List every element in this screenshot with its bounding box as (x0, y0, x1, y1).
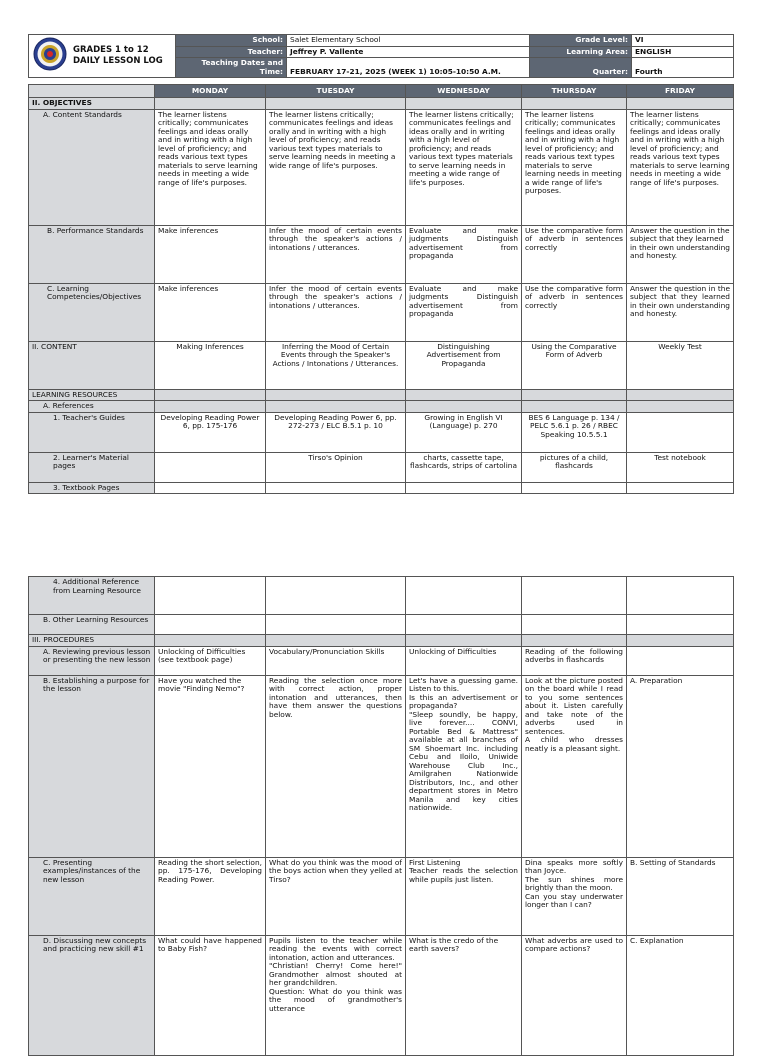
table-cell: What is the credo of the earth savers? (406, 935, 522, 1055)
row-discussing (29, 935, 734, 1055)
doc-title-line2: DAILY LESSON LOG (73, 56, 163, 67)
references-label: A. References (29, 401, 155, 413)
learners-material-label: 2. Learner's Material pages (29, 452, 155, 482)
table-cell: Use the comparative form of adverb in sentences correctly (522, 225, 627, 283)
row-reviewing (29, 646, 734, 675)
corner-cell (29, 85, 155, 98)
row-performance-standards (29, 225, 734, 283)
table-cell: Reading the selection once more with correct action, proper intonation and utterances, then have them answer the questions below. (266, 675, 406, 857)
day-header-thursday: THURSDAY (522, 85, 627, 98)
table-cell: Have you watched the movie "Finding Nemo"? (155, 675, 266, 857)
table-cell: charts, cassette tape, flashcards, strips of cartolina (406, 452, 522, 482)
procedures-title: III. PROCEDURES (29, 635, 155, 647)
table-cell: Vocabulary/Pronunciation Skills (266, 646, 406, 675)
performance-standards-label: B. Performance Standards (29, 225, 155, 283)
table-cell: Answer the question in the subject that they learned in their own understanding and honesty. (627, 225, 734, 283)
table-cell: Unlocking of Difficulties (see textbook page) (155, 646, 266, 675)
day-header-monday: MONDAY (155, 85, 266, 98)
table-cell: The learner listens critically; communicates feelings and ideas orally and in writing with a high level of proficiency; and reads various text types materials to serve learning needs in meeting a wide range of life's purposes. (266, 109, 406, 225)
table-cell: C. Explanation (627, 935, 734, 1055)
table-cell: Infer the mood of certain events through the speaker's actions / intonations / utterances. (266, 225, 406, 283)
table-cell: Make inferences (155, 283, 266, 341)
doc-title-line1: GRADES 1 to 12 (73, 44, 149, 55)
table-cell: Test notebook (627, 452, 734, 482)
quarter-value: Fourth (632, 58, 734, 78)
table-cell: Answer the question in the subject that they learned in their own understanding and honesty. (627, 283, 734, 341)
table-cell: The learner listens critically; communicates feelings and ideas orally and in writing with a high level of proficiency; and reads various text types materials to serve learning needs in meeting a wide range of life's purposes. (406, 109, 522, 225)
table-cell: Let's have a guessing game. Listen to this. Is this an advertisement or propaganda? "Sleep soundly, be happy, live forever.... CONVI, Portable Bed & Mattress" available at all branches of SM Shoemart Inc. including Cebu and Iloilo, Uniwide Warehouse Club Inc., Amilgrahen Nationwide Distributors, Inc., and other department stores in Metro Manila and key cities nationwide. (406, 675, 522, 857)
table-cell: The learner listens critically; communicates feelings and ideas orally and in writing with a high level of proficiency; and reads various text types materials to serve learning needs in meeting a wide range of life's purposes. (522, 109, 627, 225)
table-cell: BES 6 Language p. 134 / PELC 5.6.1 p. 26 / RBEC Speaking 10.5.5.1 (522, 412, 627, 452)
quarter-label: Quarter: (530, 58, 632, 78)
row-other-resources (29, 615, 734, 635)
lesson-table-top (28, 84, 734, 494)
presenting-label: C. Presenting examples/instances of the new lesson (29, 857, 155, 935)
table-cell: Making Inferences (155, 341, 266, 389)
table-cell: Evaluate and make judgments Distinguish advertisement from propaganda (406, 283, 522, 341)
additional-reference-label: 4. Additional Reference from Learning Resource (29, 577, 155, 615)
table-cell: Dina speaks more softly than Joyce. The sun shines more brightly than the moon. Can you stay underwater longer than I can? (522, 857, 627, 935)
table-cell: Tirso's Opinion (266, 452, 406, 482)
header-table (28, 34, 734, 78)
learning-resources-title: LEARNING RESOURCES (29, 389, 155, 401)
table-cell: Developing Reading Power 6, pp. 175-176 (155, 412, 266, 452)
doc-title (29, 35, 176, 78)
day-header-wednesday: WEDNESDAY (406, 85, 522, 98)
row-additional-reference (29, 577, 734, 615)
establishing-label: B. Establishing a purpose for the lesson (29, 675, 155, 857)
table-cell (627, 646, 734, 675)
table-cell: What adverbs are used to compare actions? (522, 935, 627, 1055)
teacher-label: Teacher: (176, 46, 287, 58)
table-cell (155, 452, 266, 482)
dates-label (176, 58, 287, 78)
school-value: Salet Elementary School (287, 35, 530, 47)
row-teachers-guides (29, 412, 734, 452)
lesson-table-bottom (28, 576, 734, 1056)
table-cell: First Listening Teacher reads the selection while pupils just listen. (406, 857, 522, 935)
textbook-pages-label: 3. Textbook Pages (29, 482, 155, 494)
table-cell (627, 412, 734, 452)
table-cell: Unlocking of Difficulties (406, 646, 522, 675)
row-content-standards (29, 109, 734, 225)
table-cell: Distinguishing Advertisement from Propaganda (406, 341, 522, 389)
table-cell: What do you think was the mood of the boys action when they yelled at Tirso? (266, 857, 406, 935)
dates-label-line2: Time: (259, 66, 283, 76)
content-label: II. CONTENT (29, 341, 155, 389)
table-cell: Growing in English VI (Language) p. 270 (406, 412, 522, 452)
table-cell: Reading the short selection, pp. 175-176, Developing Reading Power. (155, 857, 266, 935)
row-textbook-pages (29, 482, 734, 494)
table-cell: Use the comparative form of adverb in sentences correctly (522, 283, 627, 341)
row-competencies (29, 283, 734, 341)
reviewing-label: A. Reviewing previous lesson or presenting the new lesson (29, 646, 155, 675)
table-cell: B. Setting of Standards (627, 857, 734, 935)
grade-value: VI (632, 35, 734, 47)
table-cell: A. Preparation (627, 675, 734, 857)
row-content (29, 341, 734, 389)
other-resources-label: B. Other Learning Resources (29, 615, 155, 635)
table-cell: Developing Reading Power 6, pp. 272-273 / ELC B.5.1 p. 10 (266, 412, 406, 452)
table-cell: What could have happened to Baby Fish? (155, 935, 266, 1055)
table-cell: Using the Comparative Form of Adverb (522, 341, 627, 389)
table-cell: Evaluate and make judgments Distinguish advertisement from propaganda (406, 225, 522, 283)
table-cell: pictures of a child, flashcards (522, 452, 627, 482)
discussing-label: D. Discussing new concepts and practicing new skill #1 (29, 935, 155, 1055)
table-cell: The learner listens critically; communicates feelings and ideas orally and in writing with a high level of proficiency; and reads various text types materials to serve learning needs in meeting a wide range of life's purposes. (627, 109, 734, 225)
day-header-tuesday: TUESDAY (266, 85, 406, 98)
content-standards-label: A. Content Standards (29, 109, 155, 225)
objectives-title: II. OBJECTIVES (29, 98, 155, 110)
area-value: ENGLISH (632, 46, 734, 58)
school-label: School: (176, 35, 287, 47)
table-cell: Inferring the Mood of Certain Events through the Speaker's Actions / Intonations / Utterances. (266, 341, 406, 389)
table-cell: Weekly Test (627, 341, 734, 389)
table-cell: Look at the picture posted on the board while I read to you some sentences about it. Listen carefully and take note of the adverbs used in sentences. A child who dresses neatly is a pleasant sight. (522, 675, 627, 857)
table-cell: Pupils listen to the teacher while reading the events with correct intonation, action and utterances. "Christian! Cherry! Come here!" Grandmother almost shouted at her grandchildren. Question: What do you think was the mood of grandmother's utterance (266, 935, 406, 1055)
area-label: Learning Area: (530, 46, 632, 58)
competencies-label: C. Learning Competencies/Objectives (29, 283, 155, 341)
row-presenting (29, 857, 734, 935)
day-header-friday: FRIDAY (627, 85, 734, 98)
table-cell: Reading of the following adverbs in flashcards (522, 646, 627, 675)
dates-label-line1: Teaching Dates and (201, 58, 283, 68)
dates-value: FEBRUARY 17-21, 2025 (WEEK 1) 10:05-10:50 A.M. (287, 58, 530, 78)
row-learners-material (29, 452, 734, 482)
table-cell: Make inferences (155, 225, 266, 283)
row-establishing (29, 675, 734, 857)
table-cell: Infer the mood of certain events through the speaker's actions / intonations / utterances. (266, 283, 406, 341)
grade-label: Grade Level: (530, 35, 632, 47)
teacher-value: Jeffrey P. Vallente (287, 46, 530, 58)
teachers-guides-label: 1. Teacher's Guides (29, 412, 155, 452)
table-cell: The learner listens critically; communicates feelings and ideas orally and in writing with a high level of proficiency; and reads various text types materials to serve learning needs in meeting a wide range of life's purposes. (155, 109, 266, 225)
